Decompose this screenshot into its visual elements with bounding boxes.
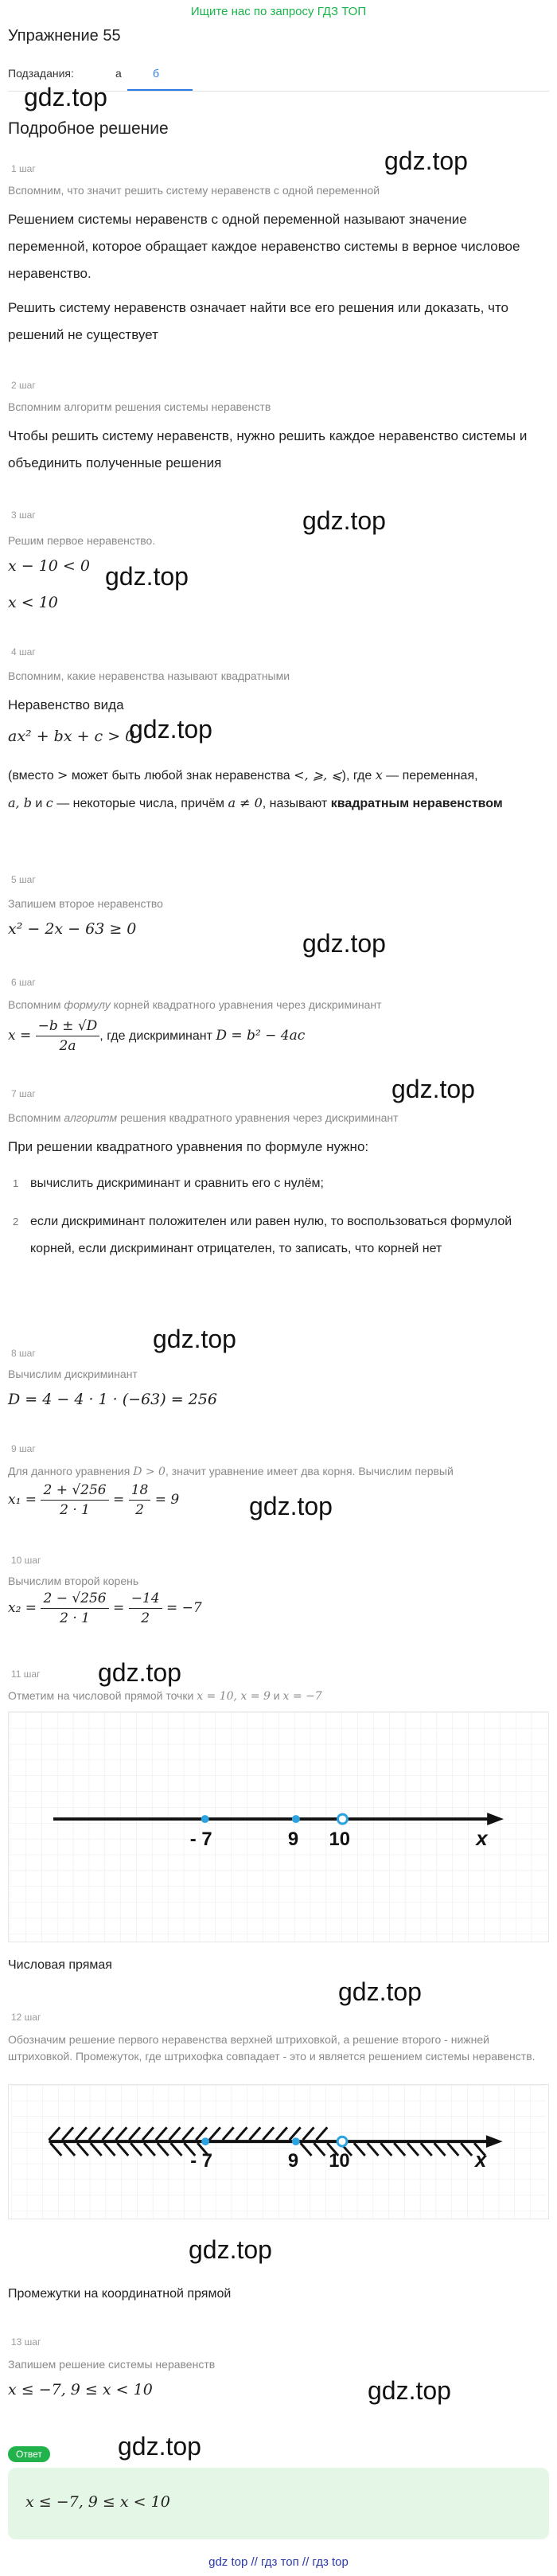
step-lead: Запишем решение системы неравенств (8, 2358, 216, 2371)
step-lead: Вспомним, что значит решить систему неравенств с одной переменной (8, 184, 380, 197)
text: и (31, 797, 46, 810)
paragraph: При решении квадратного уравнения по формуле нужно: (8, 1139, 369, 1154)
math-line: x < 10 (8, 594, 58, 611)
text: алгоритм (64, 1111, 118, 1124)
number-line-figure (8, 1711, 549, 1942)
step-lead: Вычислим второй корень (8, 1575, 139, 1587)
axis-label-x: x (476, 1827, 488, 1850)
grid-background (10, 1712, 547, 1942)
math-part: = −7 (166, 1600, 202, 1616)
text: , значит уравнение имеет два корня. Вычислим первый (165, 1465, 454, 1477)
math-inline: x = 10, x = 9 (197, 1690, 271, 1703)
numerator: −14 (129, 1590, 162, 1609)
math-inline: a ≠ 0 (228, 795, 263, 810)
text: ), где (341, 769, 376, 783)
figure-caption: Числовая прямая (8, 1958, 112, 1972)
tick-label-minus-7: - 7 (190, 2150, 212, 2172)
text: , где дискриминант (99, 1029, 216, 1043)
step-label: 4 шаг (11, 646, 36, 658)
math-line (8, 1018, 305, 1054)
fraction (36, 1018, 100, 1054)
math-part: = (113, 1600, 125, 1616)
text: и (270, 1689, 283, 1702)
text: (вместо (8, 769, 58, 783)
point-minus-7 (201, 2137, 209, 2145)
watermark: gdz.top (384, 146, 468, 175)
math-part: x₂ = (8, 1600, 37, 1616)
answer-badge: Ответ (8, 2446, 50, 2462)
point-9 (292, 1815, 300, 1823)
step-lead (8, 1465, 454, 1478)
subtasks-label: Подзадания: (8, 67, 74, 80)
text: решения квадратного уравнения через дискриминант (117, 1111, 399, 1124)
step-lead (8, 1689, 322, 1703)
watermark: gdz.top (118, 2432, 201, 2461)
fraction (129, 1482, 151, 1518)
step-label: 9 шаг (11, 1443, 36, 1454)
watermark: gdz.top (302, 929, 386, 958)
step-label: 6 шаг (11, 977, 36, 988)
fraction (41, 1590, 108, 1626)
step-label: 11 шаг (11, 1669, 41, 1680)
math-inline: a, b (8, 795, 32, 810)
ordered-list (8, 1170, 549, 1263)
watermark: gdz.top (368, 2376, 451, 2405)
step-label: 8 шаг (11, 1348, 36, 1359)
numerator: 2 − √256 (41, 1590, 108, 1609)
watermark: gdz.top (24, 83, 107, 111)
top-note: Ищите нас по запросу ГДЗ ТОП (190, 5, 367, 18)
step-label: 13 шаг (11, 2336, 41, 2348)
math-part: = 9 (154, 1492, 180, 1508)
text: — переменная, (382, 769, 478, 783)
figure-caption: Промежутки на координатной прямой (8, 2287, 232, 2301)
paragraph (8, 762, 549, 818)
bold-term: квадратным неравенством (330, 797, 503, 810)
list-item (8, 1208, 549, 1263)
tab-subtask-b[interactable]: б (153, 67, 160, 80)
tab-subtask-a[interactable]: а (115, 67, 122, 80)
watermark: gdz.top (249, 1492, 333, 1520)
numerator: −b ± √D (36, 1018, 100, 1036)
math-line: x ≤ −7, 9 ≤ x < 10 (8, 2381, 153, 2398)
numerator: 2 + √256 (41, 1482, 108, 1501)
text: корней квадратного уравнения через дискриминант (110, 998, 382, 1011)
paragraph: Решением системы неравенств с одной переменной называют значение переменной, которое обращает каждое неравенство системы в верное числовое неравенство. (8, 212, 520, 281)
watermark: gdz.top (391, 1075, 475, 1103)
denominator: 2 (135, 1502, 144, 1518)
paragraph: Чтобы решить систему неравенств, нужно решить каждое неравенство системы и объединить полученные решения (8, 428, 528, 470)
math-line (8, 1590, 202, 1626)
math-inline: > (57, 767, 68, 783)
watermark: gdz.top (338, 1977, 422, 2006)
axis-label-x: x (475, 2149, 487, 2172)
watermark: gdz.top (189, 2235, 272, 2264)
point-10-open (337, 1814, 347, 1824)
step-label: 2 шаг (11, 380, 36, 391)
step-lead (8, 998, 382, 1011)
denominator: 2a (59, 1038, 76, 1054)
footer-links[interactable]: gdz top // гдз топ // гдз top (208, 2555, 349, 2569)
step-lead (8, 1111, 399, 1124)
math-inline: x (375, 767, 383, 783)
point-minus-7 (201, 1815, 209, 1823)
step-lead: Запишем второе неравенство (8, 897, 163, 910)
math-inline: D > 0 (133, 1466, 166, 1478)
intervals-figure (8, 2084, 549, 2219)
math-line: D = 4 − 4 · 1 · (−63) = 256 (8, 1391, 217, 1408)
point-9 (292, 2137, 300, 2145)
fraction (129, 1590, 162, 1626)
text: — некоторые числа, причём (53, 797, 228, 810)
text: может быть любой знак неравенства (68, 769, 294, 783)
watermark: gdz.top (98, 1658, 181, 1687)
step-lead: Вычислим дискриминант (8, 1368, 138, 1380)
list-number: 1 (13, 1177, 19, 1189)
paragraph: Решить систему неравенств означает найти все его решения или доказать, что решений не существует (8, 300, 508, 342)
watermark: gdz.top (153, 1325, 236, 1353)
grid-background (11, 2085, 546, 2219)
math-inline: c (45, 795, 53, 810)
text: Для данного уравнения (8, 1465, 134, 1477)
math-part: D = b² − 4ac (216, 1028, 306, 1044)
answer-box (8, 2468, 549, 2539)
tick-label-10: 10 (329, 2150, 350, 2172)
denominator: 2 · 1 (60, 1502, 90, 1518)
math-part: x₁ = (8, 1492, 37, 1508)
math-inline: x = −7 (282, 1690, 322, 1703)
fraction (41, 1482, 108, 1518)
text: Отметим на числовой прямой точки (8, 1689, 197, 1702)
math-part: = (113, 1492, 125, 1508)
step-lead: Вспомним, какие неравенства называют квадратными (8, 669, 290, 682)
text: формулу (64, 998, 111, 1011)
list-item (8, 1170, 549, 1197)
tick-label-10: 10 (329, 1828, 351, 1850)
step-label: 5 шаг (11, 874, 36, 885)
math-line: x² − 2x − 63 ≥ 0 (8, 920, 137, 938)
math-line: ax² + bx + c > 0 (8, 728, 135, 745)
paragraph: Неравенство вида (8, 697, 124, 712)
math-part: x = (8, 1028, 32, 1044)
denominator: 2 (141, 1610, 150, 1626)
section-title: Подробное решение (8, 119, 169, 138)
answer-value: x ≤ −7, 9 ≤ x < 10 (25, 2493, 170, 2511)
step-label: 3 шаг (11, 509, 36, 521)
text: Вспомним (8, 1111, 64, 1124)
math-line (8, 1482, 179, 1518)
watermark: gdz.top (129, 715, 212, 744)
text: Вспомним (8, 998, 64, 1011)
active-tab-underline (127, 89, 193, 91)
numerator: 18 (129, 1482, 151, 1501)
list-text: если дискриминант положителен или равен нулю, то воспользоваться формулой корней, если дискриминант отрицателен, то записать, что корней нет (30, 1215, 512, 1255)
step-lead: Вспомним алгоритм решения системы неравенств (8, 400, 271, 413)
math-inline: <, ⩾, ⩽ (294, 767, 342, 783)
step-label: 12 шаг (11, 2012, 41, 2023)
math-line: x − 10 < 0 (8, 557, 90, 575)
page-title: Упражнение 55 (8, 27, 121, 45)
step-lead: Решим первое неравенство. (8, 534, 156, 547)
text: , называют (262, 797, 331, 810)
tick-label-minus-7: - 7 (189, 1828, 212, 1850)
tick-label-9: 9 (287, 1828, 299, 1850)
tick-label-9: 9 (287, 2150, 299, 2172)
list-text: вычислить дискриминант и сравнить его с нулём; (30, 1177, 324, 1190)
step-label: 10 шаг (11, 1555, 41, 1566)
watermark: gdz.top (302, 506, 386, 535)
point-10-open (337, 2137, 347, 2146)
denominator: 2 · 1 (60, 1610, 90, 1626)
watermark: gdz.top (105, 562, 189, 591)
step-lead: Обозначим решение первого неравенства верхней штриховкой, а решение второго - нижней штриховкой. Промежуток, где штрихофка совпадает - это и является решением системы неравенств. (8, 2033, 536, 2063)
list-number: 2 (13, 1216, 19, 1228)
step-label: 7 шаг (11, 1088, 36, 1099)
step-label: 1 шаг (11, 163, 36, 174)
